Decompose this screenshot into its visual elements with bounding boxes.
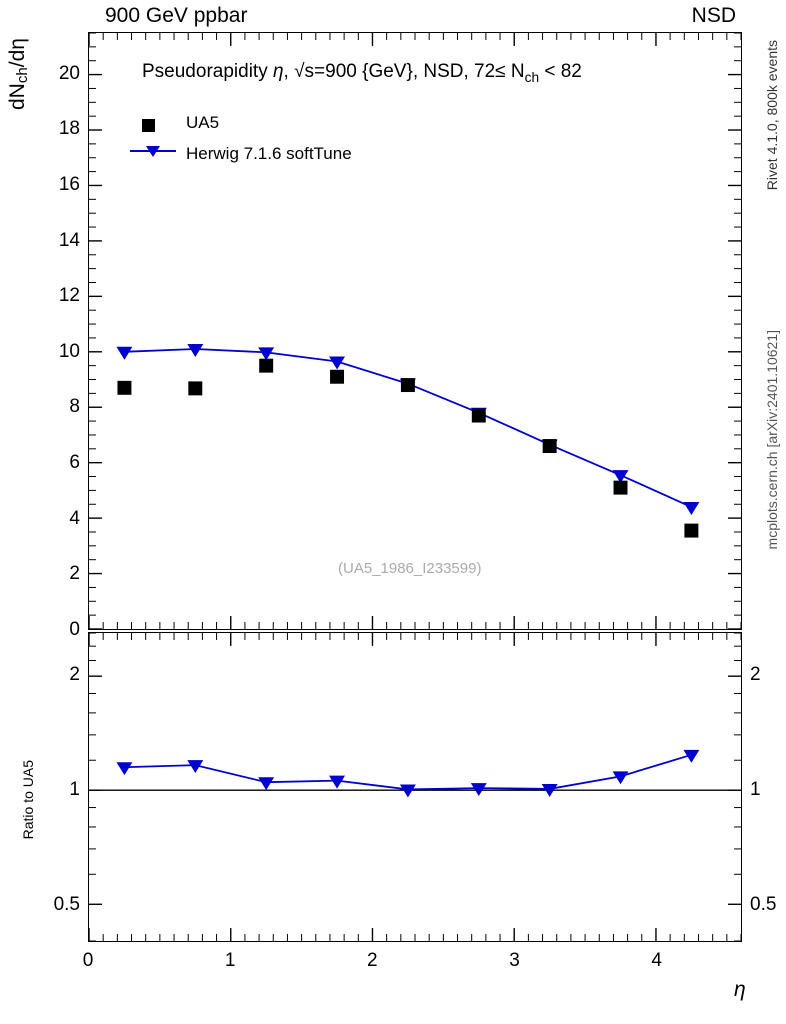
x-tick-label: 4 — [651, 950, 662, 971]
x-axis-label: η — [734, 978, 746, 1001]
ratio-y-tick-label-left: 0.5 — [53, 894, 80, 916]
ratio-y-tick-label-left: 1 — [69, 779, 80, 801]
main-y-tick-label: 0 — [69, 619, 80, 640]
legend-marker-herwig — [130, 140, 176, 162]
header-right-label: NSD — [691, 4, 736, 27]
main-y-tick-label: 6 — [69, 452, 80, 474]
y-axis-label-main-text: dN — [6, 83, 29, 111]
plot-title-pre: Pseudorapidity — [142, 61, 268, 82]
main-y-tick-label: 2 — [69, 563, 80, 585]
rivet-credit-label: Rivet 4.1.0, 800k events — [764, 40, 780, 191]
y-axis-label-main-sub: ch — [14, 67, 32, 84]
plot-title-post: < 82 — [539, 61, 582, 82]
main-y-tick-label: 8 — [69, 396, 80, 418]
y-axis-label-main-tail: /dη — [6, 38, 29, 68]
main-y-tick-label: 14 — [58, 229, 80, 251]
x-tick-label: 2 — [367, 950, 378, 971]
main-y-tick-label: 20 — [58, 62, 80, 84]
plot-title-mid: , √s=900 {GeV}, NSD, 72≤ N — [283, 61, 525, 82]
main-y-tick-label: 4 — [69, 507, 80, 529]
plot-title — [142, 61, 582, 85]
y-axis-label-ratio: Ratio to UA5 — [20, 760, 36, 840]
header-left-label: 900 GeV ppbar — [105, 4, 248, 27]
dataset-watermark: (UA5_1986_I233599) — [338, 560, 482, 577]
plot-title-sub: ch — [524, 69, 540, 85]
x-tick-label: 3 — [509, 950, 520, 971]
ratio-y-tick-label-right: 2 — [750, 664, 761, 686]
legend-label-herwig: Herwig 7.1.6 softTune — [186, 144, 352, 163]
x-tick-label: 1 — [224, 950, 236, 971]
main-y-tick-label: 10 — [58, 340, 80, 362]
ratio-plot-panel — [88, 632, 742, 942]
mcplots-credit-label: mcplots.cern.ch [arXiv:2401.10621] — [764, 330, 780, 550]
ratio-y-tick-label-left: 2 — [69, 664, 80, 686]
legend-label-ua5: UA5 — [186, 113, 220, 132]
legend-marker-ua5 — [142, 119, 155, 132]
ratio-plot-canvas — [89, 633, 741, 941]
main-y-tick-label: 16 — [58, 173, 80, 195]
x-tick-label: 0 — [82, 950, 94, 971]
plot-title-eta: η — [272, 61, 284, 82]
ratio-y-tick-label-right: 1 — [750, 779, 761, 801]
ratio-y-tick-label-right: 0.5 — [750, 894, 777, 916]
main-y-tick-label: 18 — [58, 118, 80, 140]
main-y-tick-label: 12 — [58, 285, 80, 307]
